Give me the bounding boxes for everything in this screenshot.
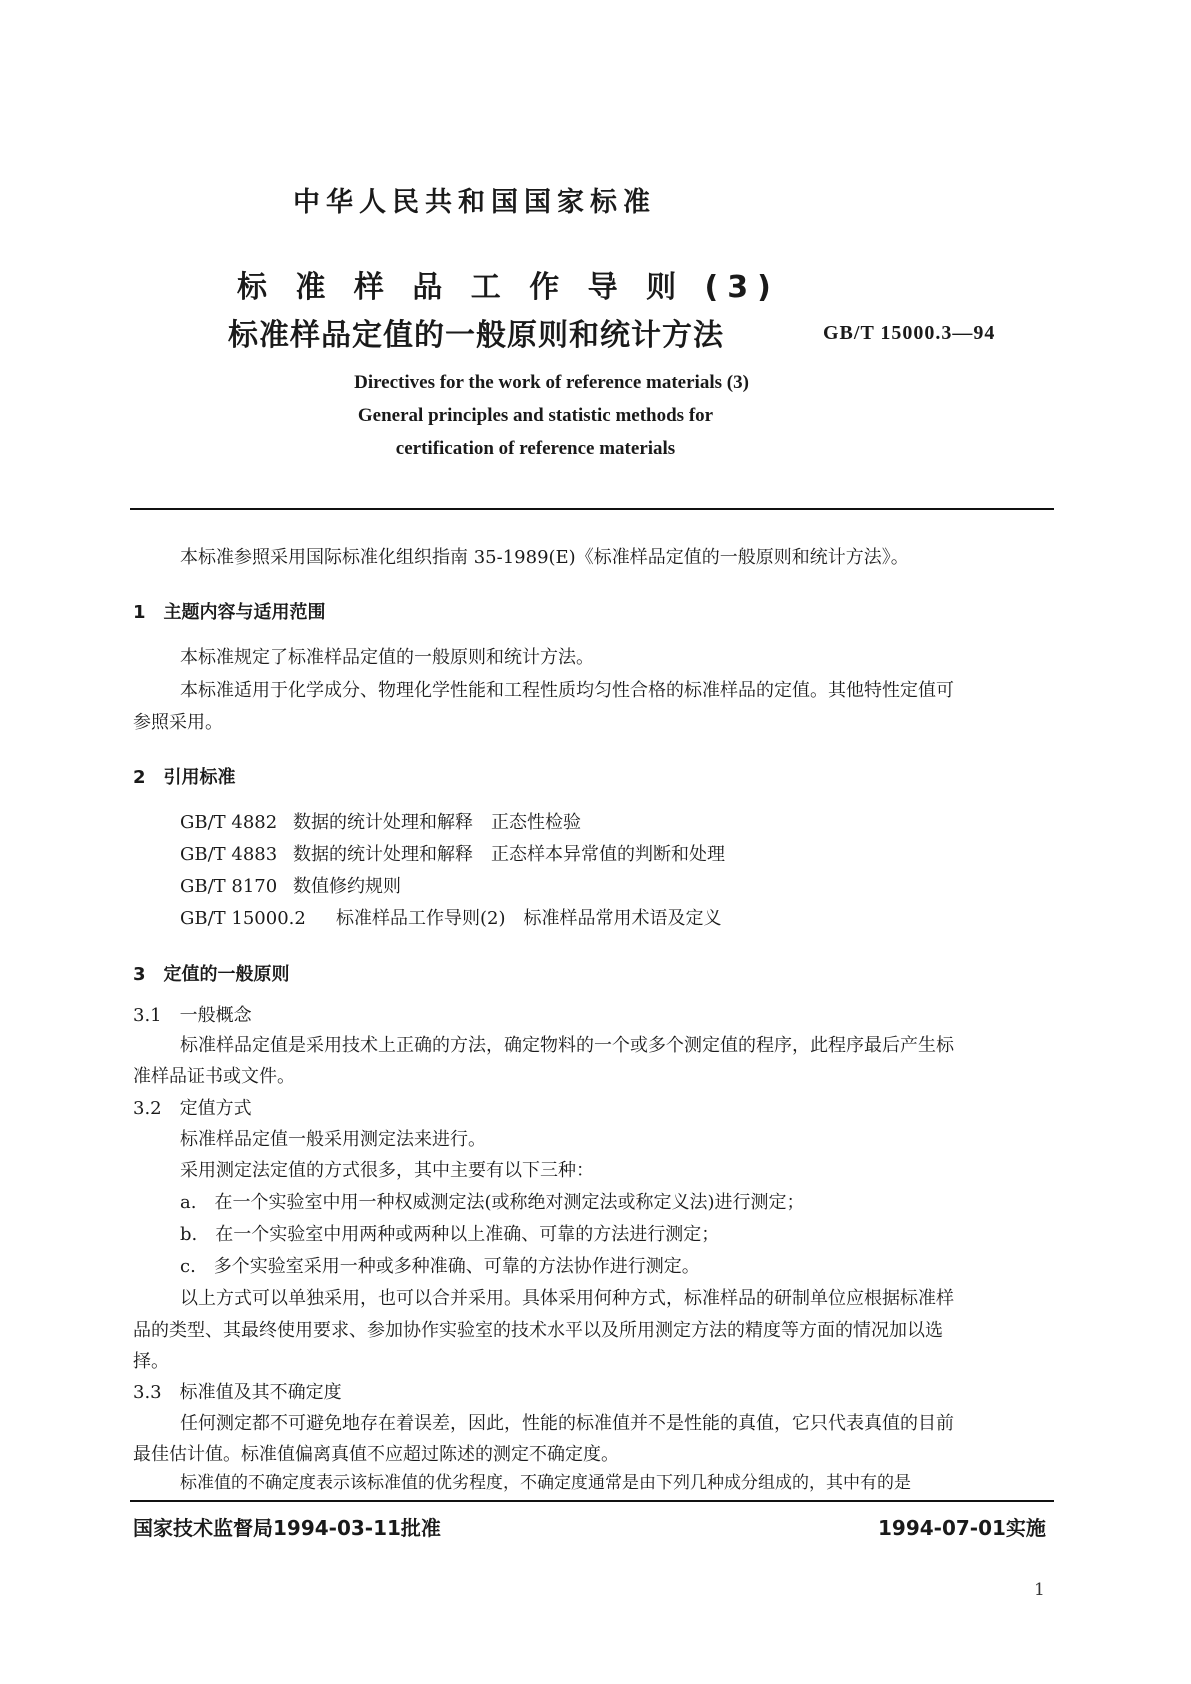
list-item-c: c. 多个实验室采用一种或多种准确、可靠的方法协作进行测定。	[180, 1256, 700, 1277]
english-title-line-3: certification of reference materials	[395, 438, 676, 459]
reference-item	[180, 846, 725, 864]
footer-divider	[130, 1500, 1054, 1502]
reference-title: 数据的统计处理和解释 正态性检验	[293, 812, 581, 833]
standard-number-text: GB/T 15000.3—94	[823, 322, 996, 344]
page-number: 1	[1034, 1580, 1045, 1600]
reference-code: GB/T 4882	[180, 812, 278, 833]
reference-code: GB/T 4883	[180, 844, 278, 865]
section-1-paragraph-1: 本标准规定了标准样品定值的一般原则和统计方法。	[180, 647, 594, 668]
approval-date: 国家技术监督局1994-03-11批准	[133, 1516, 441, 1540]
document-title-line-1: 标 准 样 品 工 作 导 则 (3)	[237, 270, 780, 305]
subsection-3-2-paragraph-1: 标准样品定值一般采用测定法来进行。	[180, 1129, 486, 1150]
section-1-paragraph-2: 本标准适用于化学成分、物理化学性能和工程性质均匀性合格的标准样品的定值。其他特性定值可	[180, 680, 954, 701]
reference-item	[180, 878, 401, 896]
subsection-3-3-paragraph-1-cont: 最佳估计值。标准值偏离真值不应超过陈述的测定不确定度。	[133, 1444, 619, 1465]
document-title-line-2: 标准样品定值的一般原则和统计方法	[228, 318, 724, 353]
list-item-a: a. 在一个实验室中用一种权威测定法(或称绝对测定法或称定义法)进行测定；	[180, 1192, 805, 1213]
section-1-heading: 1 主题内容与适用范围	[133, 602, 326, 623]
subsection-3-3-heading: 3.3 标准值及其不确定度	[133, 1382, 342, 1403]
reference-title: 数值修约规则	[293, 876, 401, 897]
section-2-heading: 2 引用标准	[133, 767, 236, 788]
list-item-b: b. 在一个实验室中用两种或两种以上准确、可靠的方法进行测定；	[180, 1224, 720, 1245]
reference-title: 标准样品工作导则(2) 标准样品常用术语及定义	[336, 908, 722, 929]
subsection-3-2-paragraph-3-cont: 品的类型、其最终使用要求、参加协作实验室的技术水平以及所用测定方法的精度等方面的情况加以选	[133, 1320, 943, 1341]
subsection-3-2-paragraph-3-end: 择。	[133, 1351, 169, 1372]
subsection-3-2-heading: 3.2 定值方式	[133, 1098, 252, 1119]
subsection-3-3-paragraph-1: 任何测定都不可避免地存在着误差，因此，性能的标准值并不是性能的真值，它只代表真值的目前	[180, 1413, 954, 1434]
national-standard-title: 中华人民共和国国家标准	[293, 187, 656, 218]
subsection-3-2-paragraph-2: 采用测定法定值的方式很多，其中主要有以下三种：	[180, 1160, 594, 1181]
reference-item	[180, 814, 581, 832]
section-3-heading: 3 定值的一般原则	[133, 964, 290, 985]
english-title-line-1: Directives for the work of reference materials (3)	[354, 372, 749, 393]
standard-number	[823, 322, 995, 345]
reference-code: GB/T 15000.2	[180, 908, 306, 929]
effective-date: 1994-07-01实施	[878, 1516, 1046, 1540]
subsection-3-2-paragraph-3: 以上方式可以单独采用，也可以合并采用。具体采用何种方式，标准样品的研制单位应根据标准样	[180, 1288, 954, 1309]
english-title-line-2: General principles and statistic methods for	[357, 405, 714, 426]
subsection-3-1-heading: 3.1 一般概念	[133, 1005, 252, 1026]
header-divider	[130, 508, 1054, 510]
reference-title: 数据的统计处理和解释 正态样本异常值的判断和处理	[293, 844, 725, 865]
subsection-3-1-paragraph: 标准样品定值是采用技术上正确的方法，确定物料的一个或多个测定值的程序，此程序最后产生标	[180, 1035, 954, 1056]
section-1-paragraph-2-cont: 参照采用。	[133, 712, 223, 733]
subsection-3-1-paragraph-cont: 准样品证书或文件。	[133, 1066, 295, 1087]
reference-item	[180, 910, 722, 928]
reference-code: GB/T 8170	[180, 876, 278, 897]
subsection-3-3-paragraph-2: 标准值的不确定度表示该标准值的优劣程度，不确定度通常是由下列几种成分组成的，其中有的是	[180, 1473, 911, 1493]
intro-paragraph: 本标准参照采用国际标准化组织指南 35-1989(E)《标准样品定值的一般原则和统计方法》。	[180, 547, 909, 568]
